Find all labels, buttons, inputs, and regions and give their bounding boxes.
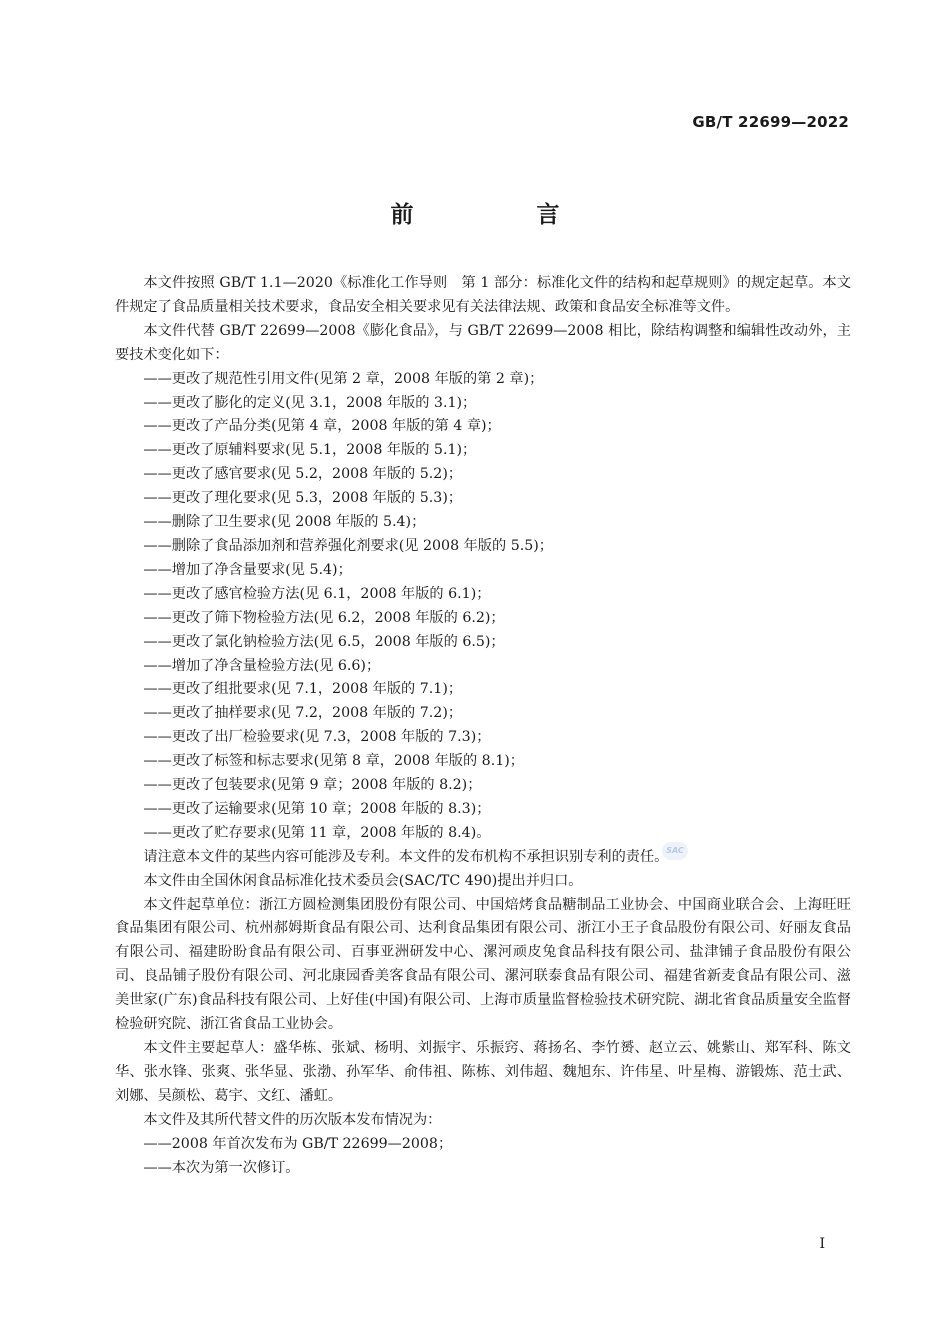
list-item: ——更改了感官检验方法(见 6.1，2008 年版的 6.1)； — [143, 585, 491, 602]
paragraph: 本文件由全国休闲食品标准化技术委员会(SAC/TC 490)提出并归口。 — [143, 872, 583, 889]
paragraph: 本文件及其所代替文件的历次版本发布情况为： — [143, 1111, 442, 1128]
list-item: ——更改了组批要求(见 7.1，2008 年版的 7.1)； — [143, 681, 463, 698]
list-item: ——更改了膨化的定义(见 3.1，2008 年版的 3.1)； — [143, 394, 477, 411]
sac-watermark-logo: SAC — [662, 842, 688, 860]
foreword-body — [115, 272, 851, 1180]
page-title: 前 言 — [390, 202, 610, 228]
list-item: ——更改了氯化钠检验方法(见 6.5，2008 年版的 6.5)； — [143, 633, 505, 650]
paragraph: 请注意本文件的某些内容可能涉及专利。本文件的发布机构不承担识别专利的责任。 — [143, 848, 669, 865]
standard-number: GB/T 22699—2022 — [692, 113, 849, 131]
paragraph: 本文件代替 GB/T 22699—2008《膨化食品》，与 GB/T 22699—2008 相比，除结构调整和编辑性改动外，主要技术变化如下： — [115, 322, 851, 363]
page-number: Ⅰ — [819, 1236, 825, 1252]
paragraph: 本文件起草单位：浙江方圆检测集团股份有限公司、中国焙烤食品糖制品工业协会、中国商业联合会、上海旺旺食品集团有限公司、杭州郝姆斯食品有限公司、达利食品集团有限公司、浙江小王子食品股份有限公司、好丽友食品有限公司、福建盼盼食品有限公司、百事亚洲研发中心、漯河顽皮兔食品科技有限公司、盐津铺子食品股份有限公司、良品铺子股份有限公司、河北康园香美客食品有限公司、漯河联泰食品有限公司、福建省新麦食品有限公司、滋美世家(广东)食品科技有限公司、上好佳(中国)有限公司、上海市质量监督检验技术研究院、湖北省食品质量安全监督检验研究院、浙江省食品工业协会。 — [115, 896, 851, 1033]
list-item: ——更改了贮存要求(见第 11 章，2008 年版的 8.4)。 — [143, 824, 491, 841]
list-item: ——增加了净含量要求(见 5.4)； — [143, 561, 352, 578]
list-item: ——更改了包装要求(见第 9 章；2008 年版的 8.2)； — [143, 777, 482, 794]
list-item: ——更改了感官要求(见 5.2，2008 年版的 5.2)； — [143, 466, 463, 483]
list-item: ——更改了标签和标志要求(见第 8 章，2008 年版的 8.1)； — [143, 753, 524, 770]
list-item: ——更改了规范性引用文件(见第 2 章，2008 年版的第 2 章)； — [143, 370, 544, 387]
list-item: ——更改了理化要求(见 5.3，2008 年版的 5.3)； — [143, 490, 463, 507]
list-item: ——更改了产品分类(见第 4 章，2008 年版的第 4 章)； — [143, 418, 501, 435]
list-item: ——更改了运输要求(见第 10 章；2008 年版的 8.3)； — [143, 800, 491, 817]
list-item: ——更改了出厂检验要求(见 7.3，2008 年版的 7.3)； — [143, 729, 491, 746]
list-item: ——本次为第一次修订。 — [143, 1159, 300, 1176]
list-item: ——2008 年首次发布为 GB/T 22699—2008； — [143, 1135, 453, 1152]
list-item: ——删除了食品添加剂和营养强化剂要求(见 2008 年版的 5.5)； — [143, 537, 553, 554]
list-item: ——更改了抽样要求(见 7.2，2008 年版的 7.2)； — [143, 705, 463, 722]
list-item: ——更改了原辅料要求(见 5.1，2008 年版的 5.1)； — [143, 442, 477, 459]
paragraph: 本文件按照 GB/T 1.1—2020《标准化工作导则 第 1 部分：标准化文件的结构和起草规则》的规定起草。本文件规定了食品质量相关技术要求，食品安全相关要求见有关法律法规、政策和食品安全标准等文件。 — [115, 275, 851, 315]
paragraph: 本文件主要起草人：盛华栋、张斌、杨明、刘振宇、乐振窍、蒋扬名、李竹赟、赵立云、姚紫山、郑军科、陈文华、张水锋、张爽、张华显、张渤、孙军华、俞伟祖、陈栋、刘伟超、魏旭东、许伟星、叶星梅、游锻炼、范士武、刘娜、吴颜松、葛宇、文红、潘虹。 — [115, 1040, 851, 1104]
list-item: ——增加了净含量检验方法(见 6.6)； — [143, 657, 381, 674]
list-item: ——更改了筛下物检验方法(见 6.2，2008 年版的 6.2)； — [143, 609, 505, 626]
list-item: ——删除了卫生要求(见 2008 年版的 5.4)； — [143, 514, 426, 531]
